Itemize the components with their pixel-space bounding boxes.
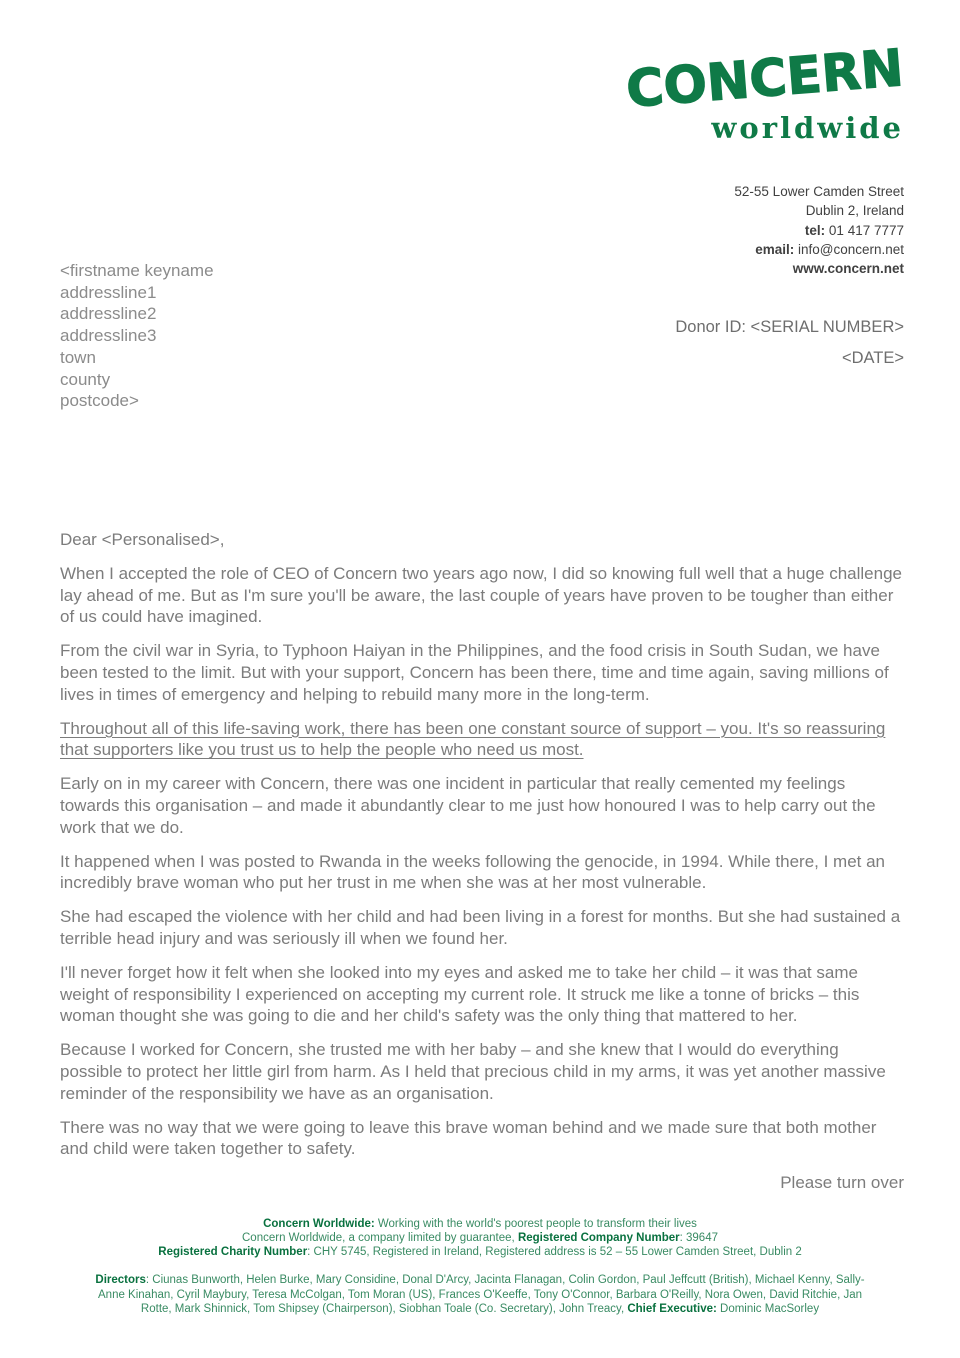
chief-executive-label: Chief Executive:: [627, 1303, 717, 1315]
salutation: Dear <Personalised>,: [60, 530, 225, 549]
company-number-label: Registered Company Number: [517, 1232, 680, 1244]
paragraph: When I accepted the role of CEO of Concern two years ago now, I did so knowing full well that a huge challenge lay ahead of me. But as I'm sure you'll be aware, the last couple of years have proven to be tougher than either of us could have imagined.: [60, 563, 902, 627]
email-label: email:: [755, 241, 798, 257]
tel-value: 01 417 7777: [828, 222, 904, 238]
paragraph: Because I worked for Concern, she trusted me with her baby – and she knew that I would do everything possible to protect her little girl from harm. As I held that precious child in my arms, it was yet another massive reminder of the responsibility we have as an organisation.: [60, 1040, 886, 1103]
reference-block: [675, 317, 904, 369]
tel-label: tel:: [804, 222, 829, 238]
registration-footer: [0, 1217, 960, 1259]
recipient-line: postcode>: [60, 391, 139, 411]
sender-website: www.concern.net: [792, 261, 904, 277]
org-name-label: Concern Worldwide:: [263, 1218, 378, 1230]
charity-number-label: Registered Charity Number: [158, 1246, 308, 1258]
mission-statement: Working with the world's poorest people to transform their lives: [377, 1218, 697, 1230]
logo-primary-wordmark: CONCERN: [624, 39, 906, 120]
chief-executive-name: Dominic MacSorley: [716, 1303, 820, 1315]
paragraph: I'll never forget how it felt when she looked into my eyes and asked me to take her child – it was that same weight of responsibility I experienced on accepting my current role. It struck me like a tonne of bricks – this woman thought she was going to die and her child's safety was the only thing that mattered to her.: [60, 962, 860, 1026]
logo-secondary-wordmark: worldwide: [711, 111, 904, 145]
sender-address-line1: 52-55 Lower Camden Street: [734, 184, 904, 199]
registration-line2: [0, 1231, 960, 1245]
recipient-line: addressline3: [60, 326, 157, 346]
sender-email-line: [734, 240, 904, 259]
sender-contact-block: [734, 182, 904, 278]
registration-line3: [0, 1245, 960, 1259]
company-statement: Concern Worldwide, a company limited by guarantee,: [242, 1232, 518, 1244]
recipient-line: addressline2: [60, 304, 157, 324]
letter-body: [60, 529, 904, 1194]
recipient-line: <firstname keyname: [60, 261, 214, 280]
recipient-line: town: [60, 347, 96, 367]
recipient-line: addressline1: [60, 282, 157, 302]
letter-date: <DATE>: [841, 349, 904, 367]
charity-number-value: : CHY 5745, Registered in Ireland, Registered address is 52 – 55 Lower Camden Street, Dublin 2: [307, 1246, 802, 1258]
please-turn-over-note: Please turn over: [780, 1173, 904, 1193]
paragraph: From the civil war in Syria, to Typhoon Haiyan in the Philippines, and the food crisis in South Sudan, we have been tested to the limit. But with your support, Concern has been there, time and time again, saving millions of lives in times of emergency and helping to rebuild many more in the long-term.: [60, 641, 889, 704]
directors-footer: [85, 1273, 875, 1317]
paragraph: She had escaped the violence with her child and had been living in a forest for months. But she had sustained a terrible head injury and was seriously ill when we found her.: [60, 907, 901, 948]
email-value: info@concern.net: [797, 241, 904, 257]
company-number-value: : 39647: [679, 1232, 718, 1244]
recipient-line: county: [60, 369, 111, 389]
recipient-address-block: [60, 260, 214, 412]
paragraph: It happened when I was posted to Rwanda in the weeks following the genocide, in 1994. While there, I met an incredibly brave woman who put her trust in me when she was at her most vulnerable.: [60, 851, 886, 893]
paragraph: There was no way that we were going to leave this brave woman behind and we made sure that both mother and child were taken together to safety.: [60, 1117, 877, 1159]
sender-phone-line: [734, 221, 904, 240]
paragraph: Early on in my career with Concern, there was one incident in particular that really cemented my feelings towards this organisation – and made it abundantly clear to me just how honoured I was to help carry out the work that we do.: [60, 774, 876, 837]
directors-names: : Ciunas Bunworth, Helen Burke, Mary Considine, Donal D'Arcy, Jacinta Flanagan, Colin Gordon, Paul Jeffcutt (British), Michael Kenny, Sally-Anne Kinahan, Cyril Maybury, Teresa McColgan, Tom Moran (US), Frances O'Keeffe, Tony O'Connor, Barbara O'Reilly, Nora Owen, David Ritchie, Jan Rotte, Mark Shinnick, Tom Shipsey (Chairperson), Siobhan Toale (Co. Secretary), John Treacy,: [98, 1274, 865, 1315]
donor-id: Donor ID: <SERIAL NUMBER>: [675, 318, 904, 336]
sender-address-line2: Dublin 2, Ireland: [805, 203, 904, 219]
concern-worldwide-logo: [624, 39, 906, 145]
paragraph-underlined: Throughout all of this life-saving work, there has been one constant source of support – you. It's so reassuring that supporters like you trust us to help the people who need us most.: [60, 718, 886, 760]
registration-line1: [0, 1217, 960, 1231]
directors-label: Directors: [95, 1274, 146, 1286]
